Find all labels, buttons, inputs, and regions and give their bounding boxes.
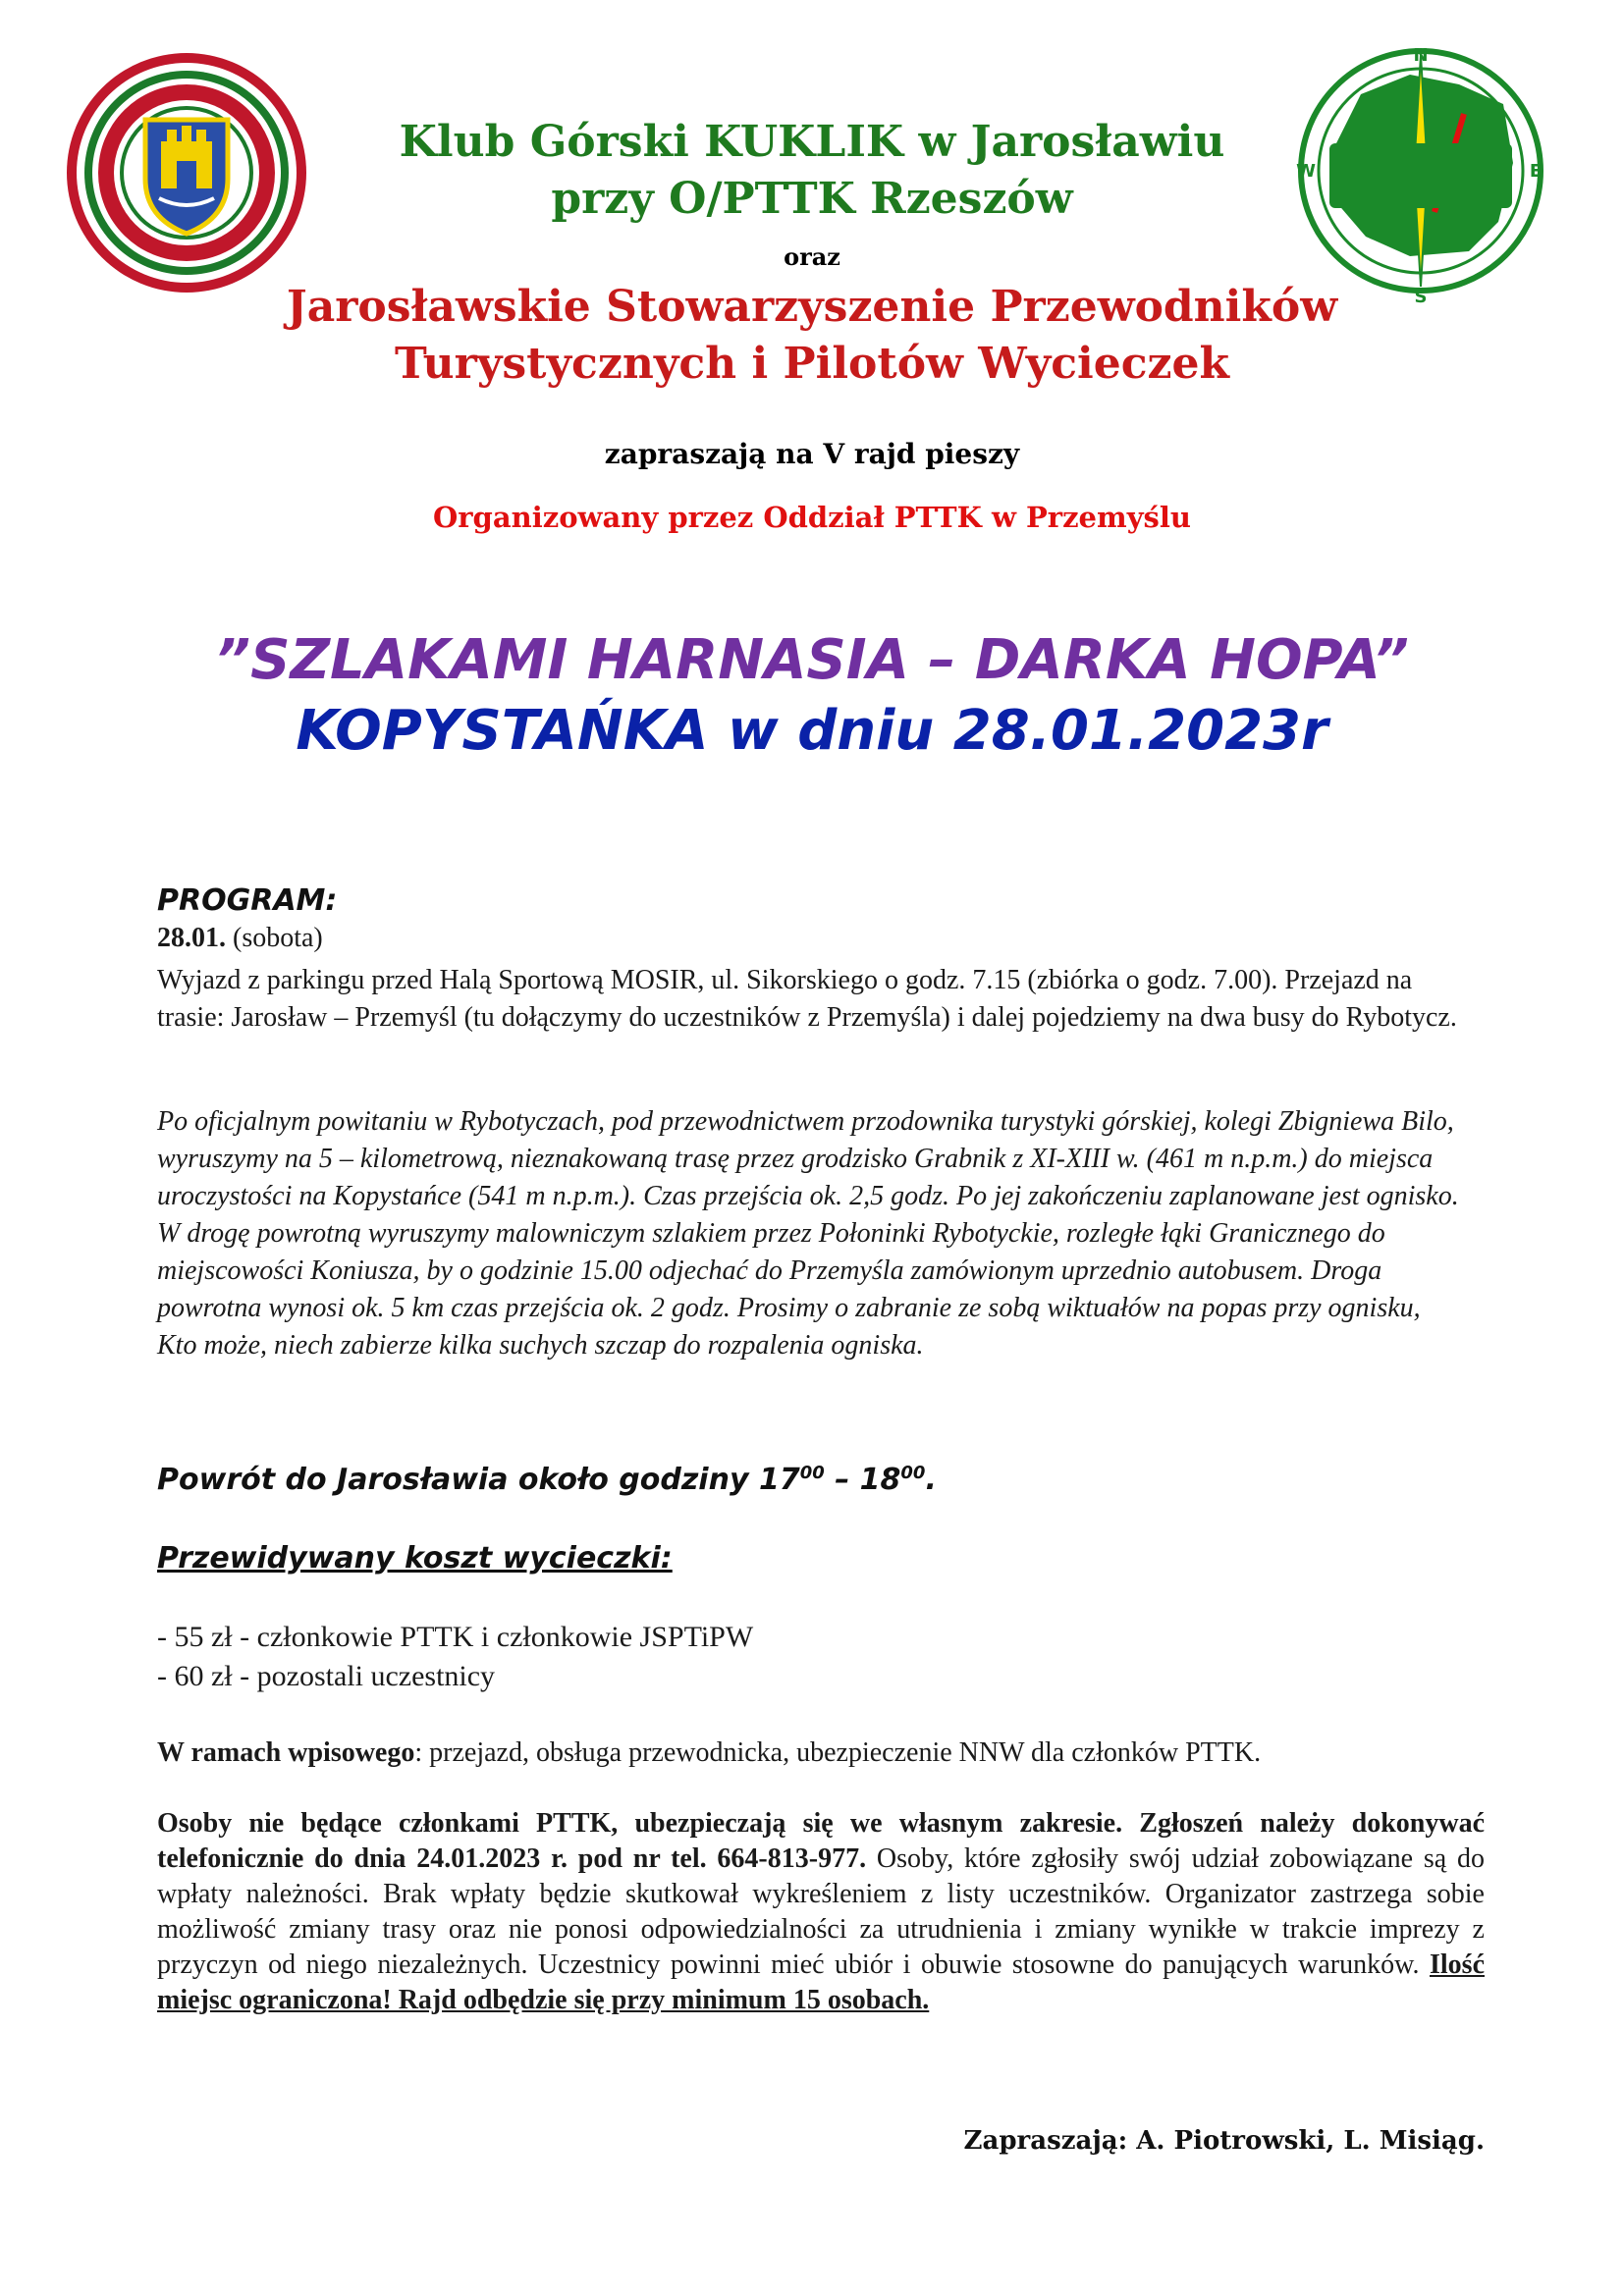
return-sup-end: 00 (900, 1463, 926, 1483)
cost-item: - 60 zł - pozostali uczestnicy (157, 1660, 496, 1692)
svg-text:E: E (1529, 161, 1543, 182)
fees-paragraph (157, 1735, 1335, 1771)
invitation-text: zapraszają na V rajd pieszy (604, 438, 1020, 470)
svg-text:W: W (1296, 161, 1316, 182)
return-time (157, 1463, 937, 1497)
notice-bold: Osoby nie będące członkami PTTK, ubezpieczają się we własnym zakresie. Zgłoszeń należy dokonywać telefonicznie do dnia 24.01.2023 r. pod nr tel. 664-813-977. (157, 1808, 1485, 1874)
event-date-title: KOPYSTAŃKA w dniu 28.01.2023r (296, 699, 1328, 763)
association-name-line1: Jarosławskie Stowarzyszenie Przewodników (286, 282, 1338, 332)
club-affiliation: przy O/PTTK Rzeszów (551, 174, 1073, 224)
program-day: (sobota) (226, 923, 323, 953)
return-sup-start: 00 (799, 1463, 825, 1483)
program-departure-paragraph: Wyjazd z parkingu przed Halą Sportową MOSIR, ul. Sikorskiego o godz. 7.15 (zbiórka o godz. 7.00). Przejazd na trasie: Jarosław – Przemyśl (tu dołączymy do uczestników z Przemyśla) i dalej pojedziemy na dwa busy do Rybotycz. (157, 965, 1457, 1033)
fees-label: W ramach wpisowego (157, 1737, 415, 1768)
program-date (157, 923, 323, 954)
program-route-paragraph: Po oficjalnym powitaniu w Rybotyczach, pod przewodnictwem przodownika turystyki górskiej, kolegi Zbigniewa Bilo, wyruszymy na 5 – kilometrową, nieznakowaną trasę przez grodzisko Grabnik z XI-XIII w. (461 m n.p.m.) do miejsca uroczystości na Kopystańce (541 m n.p.m.). Czas przejścia ok. 2,5 godz. Po jej zakończeniu zaplanowane jest ognisko. W drogę powrotną wyruszymy malowniczym szlakiem przez Połoninki Rybotyckie, rozległe łąki Granicznego do miejscowości Koniusza, by o godzinie 15.00 odjechać do Przemyśla zamówionym uprzednio autobusem. Droga powrotna wynosi ok. 5 km czas przejścia ok. 2 godz. Prosimy o zabranie ze sobą wiktuałów na popas przy ognisku, Kto może, niech zabierze kilka suchych szczap do rozpalenia ogniska. (157, 1106, 1459, 1361)
return-text: Powrót do Jarosławia około godziny 17 (157, 1463, 800, 1497)
club-name: Klub Górski KUKLIK w Jarosławiu (399, 117, 1225, 167)
organizer-text: Organizowany przez Oddział PTTK w Przemyślu (433, 501, 1191, 534)
cost-list (157, 1618, 753, 1696)
return-end: . (925, 1463, 937, 1497)
notice-text: Osoby, które zgłosiły swój udział zobowiązane są do wpłaty należności. Brak wpłaty będzie skutkował wykreśleniem z listy uczestników. Organizator zastrzega sobie możliwość zmiany trasy oraz nie ponosi odpowiedzialności za utrudnienia i zmiany wynikłe w trakcie imprezy z przyczyn od niego niezależnych. Uczestnicy powinni mieć ubiór i obuwie stosowne do panujących warunków. (157, 1843, 1485, 1980)
svg-text:S: S (1414, 287, 1428, 306)
cost-item: - 55 zł - członkowie PTTK i członkowie JSPTiPW (157, 1621, 754, 1653)
notice-paragraph (157, 1806, 1485, 2018)
notice-underlined: Ilość miejsc ograniczona! Rajd odbędzie się przy minimum 15 osobach. (157, 1949, 1485, 2015)
fees-text: : przejazd, obsługa przewodnicka, ubezpieczenie NNW dla członków PTTK. (414, 1737, 1262, 1768)
return-dash: – 18 (824, 1463, 901, 1497)
signature: Zapraszają: A. Piotrowski, L. Misiąg. (963, 2126, 1485, 2156)
svg-text:N: N (1413, 45, 1429, 66)
conjunction-oraz: oraz (784, 242, 840, 271)
association-name-line2: Turystycznych i Pilotów Wycieczek (394, 339, 1230, 389)
program-heading: PROGRAM: (157, 883, 338, 918)
event-title: ”SZLAKAMI HARNASIA – DARKA HOPA” (215, 628, 1409, 692)
program-date-value: 28.01. (157, 923, 226, 953)
cost-heading: Przewidywany koszt wycieczki: (157, 1541, 673, 1575)
